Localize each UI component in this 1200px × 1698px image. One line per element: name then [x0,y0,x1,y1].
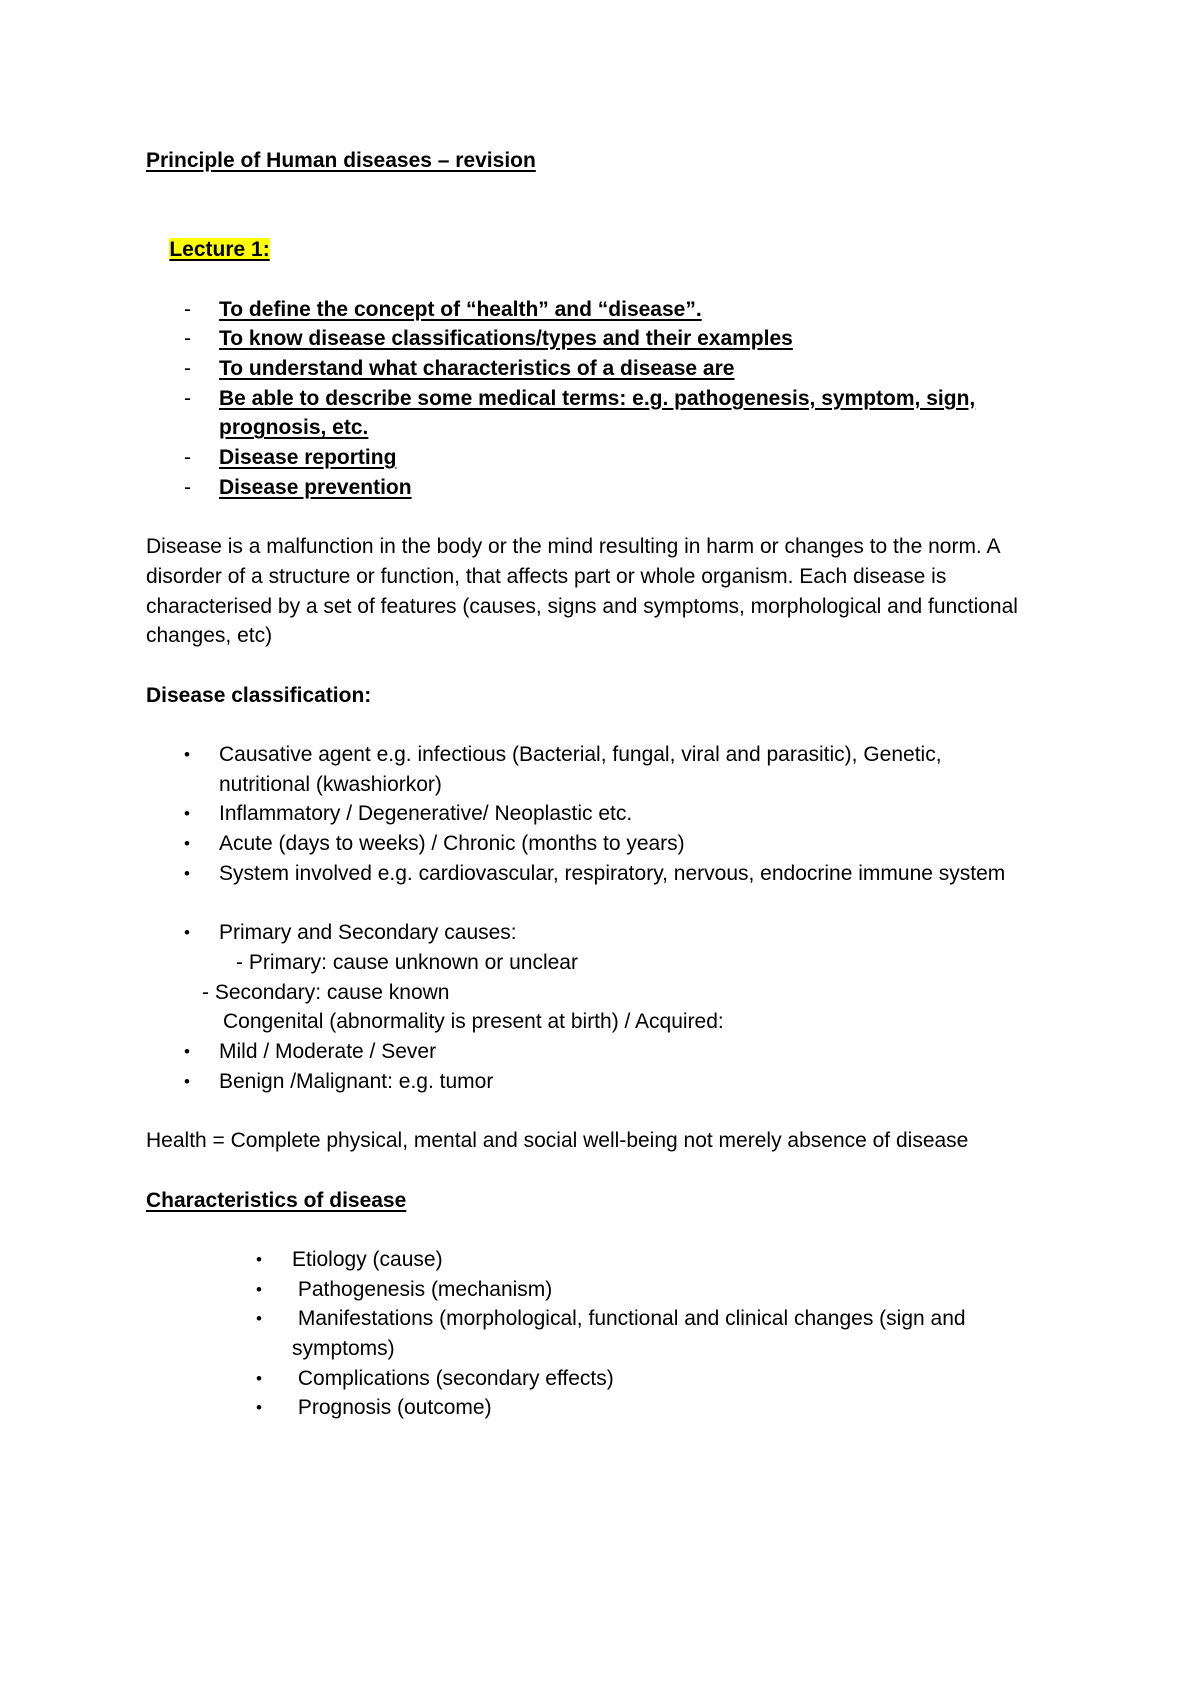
characteristic-item [146,1275,1066,1305]
characteristics-heading: Characteristics of disease [146,1188,407,1212]
dash-marker: - [184,356,191,380]
spacer [146,651,1066,681]
characteristic-item [146,1304,1022,1363]
objective-item [146,384,989,443]
spacer [146,1096,1066,1126]
bullet-marker: • [184,863,190,883]
objective-text: Be able to describe some medical terms: e.g. pathogenesis, symptom, sign, prognosis, etc. [219,386,976,440]
objective-item [146,473,1066,503]
bullet-marker: • [184,745,190,764]
objective-text: To understand what characteristics of a disease are [219,356,735,380]
severity-text: Benign /Malignant: e.g. tumor [219,1069,494,1093]
severity-item [146,1037,1066,1067]
bullet-marker: • [256,1398,262,1418]
causes-item [146,918,1066,948]
spacer [146,1215,1066,1245]
spacer [146,889,1066,919]
objective-text: Disease prevention [219,475,412,499]
bullet-marker: • [256,1309,262,1329]
dash-marker: - [184,297,191,321]
classification-heading: Disease classification: [146,683,372,707]
objectives-list [146,295,1066,503]
dash-marker: - [184,446,191,470]
objective-item [146,295,1066,325]
characteristics-list [146,1245,1066,1423]
characteristic-text: Manifestations (morphological, functional and clinical changes (sign and symptoms) [292,1307,972,1360]
classification-item [146,799,1066,829]
bullet-marker: • [184,923,190,943]
objective-text: Disease reporting [219,446,397,470]
characteristic-item [146,1364,1066,1394]
severity-list [146,1037,1066,1096]
characteristic-text: Complications (secondary effects) [292,1366,614,1390]
classification-text: Inflammatory / Degenerative/ Neoplastic etc. [219,802,633,826]
classification-item [146,829,1066,859]
objective-item [146,443,1066,473]
spacer [146,1156,1066,1186]
objective-text: To know disease classifications/types and their examples [219,327,793,351]
spacer [146,710,1066,740]
bullet-marker: • [256,1279,262,1299]
bullet-marker: • [256,1249,262,1269]
dash-marker: - [184,475,191,499]
bullet-marker: • [184,1042,190,1062]
objective-item [146,354,1066,384]
classification-list [146,740,1066,889]
document-title: Principle of Human diseases – revision [146,149,536,172]
characteristic-text: Prognosis (outcome) [292,1396,492,1420]
document-page [146,146,1066,1423]
classification-item [146,859,1066,889]
characteristic-item [146,1393,1066,1423]
dash-marker: - [184,386,191,410]
spacer [146,176,1066,206]
severity-item [146,1067,1066,1097]
spacer [146,502,1066,532]
congenital-line: Congenital (abnormality is present at birth) / Acquired: [223,1010,724,1034]
classification-item [146,740,1009,799]
objective-text: To define the concept of “health” and “disease”. [219,297,702,321]
secondary-cause-line: - Secondary: cause known [202,980,450,1004]
causes-text: Primary and Secondary causes: [219,921,517,945]
severity-text: Mild / Moderate / Sever [219,1040,437,1064]
classification-text: Acute (days to weeks) / Chronic (months to years) [219,832,685,856]
objective-item [146,324,1066,354]
definition-paragraph: Disease is a malfunction in the body or the mind resulting in harm or changes to the norm. A disorder of a structure or function, that affects part or whole organism. Each disease is characterised by a set of features (causes, signs and symptoms, morphological and functional changes, etc) [146,535,1018,648]
bullet-marker: • [256,1368,262,1388]
lecture-label: Lecture 1: [169,238,270,262]
dash-marker: - [184,327,191,351]
characteristic-text: Pathogenesis (mechanism) [292,1277,553,1301]
classification-text: System involved e.g. cardiovascular, respiratory, nervous, endocrine immune system [219,861,1006,885]
lecture-heading [146,205,1066,294]
classification-text: Causative agent e.g. infectious (Bacterial, fungal, viral and parasitic), Genetic, nutritional (kwashiorkor) [219,743,942,796]
bullet-marker: • [184,804,190,824]
characteristic-text: Etiology (cause) [292,1247,443,1271]
characteristic-item [146,1245,1066,1275]
bullet-marker: • [184,1071,190,1091]
bullet-marker: • [184,834,190,854]
primary-cause-line: - Primary: cause unknown or unclear [236,950,578,974]
health-definition: Health = Complete physical, mental and social well-being not merely absence of disease [146,1129,969,1153]
